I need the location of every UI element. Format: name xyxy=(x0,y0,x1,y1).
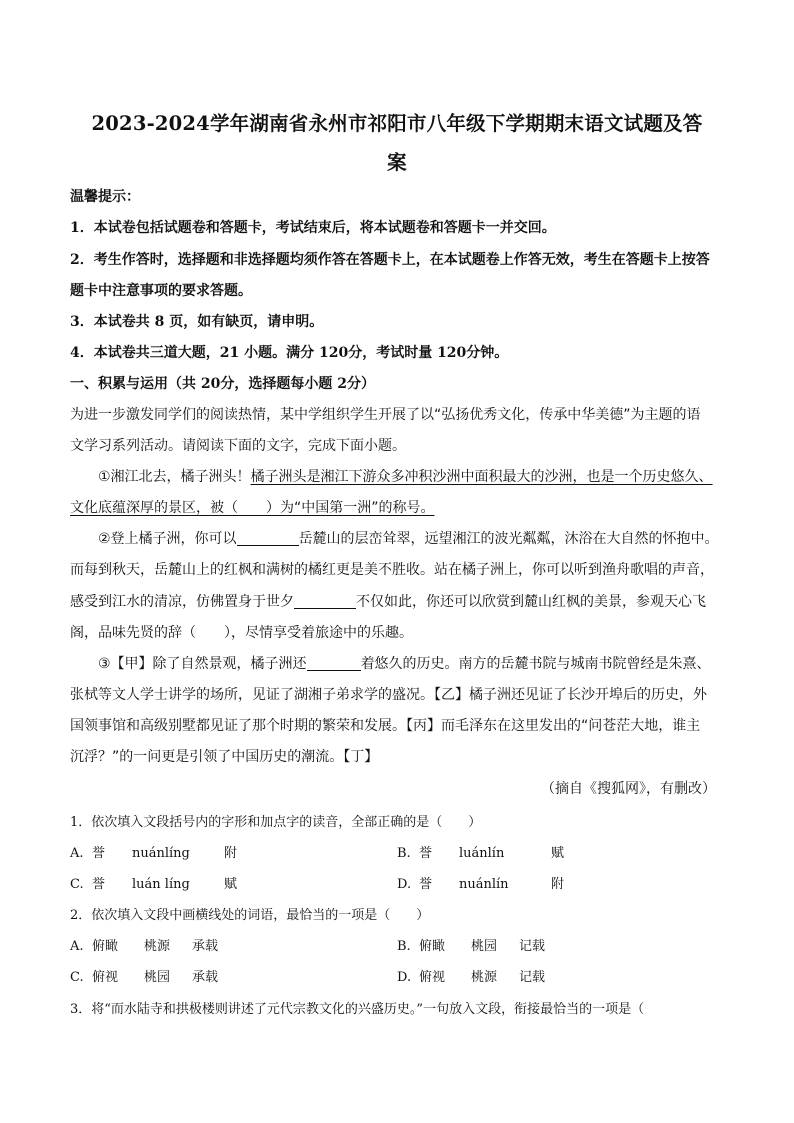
question-2-stem: 2．依次填入文段中画横线处的词语，最恰当的一项是（ ） xyxy=(70,908,430,923)
option-part: 承载 xyxy=(192,970,219,985)
fill-blank xyxy=(294,594,356,609)
q1-option-d[interactable] xyxy=(397,873,564,892)
option-label: B. xyxy=(397,846,411,861)
q2-option-a[interactable] xyxy=(70,935,218,954)
tip-item: 4．本试卷共三道大题，21 小题。满分 120分，考试时量 120分钟。 xyxy=(70,345,509,361)
text-segment: ③【甲】除了自然景观，橘子洲还 xyxy=(98,656,307,672)
option-label: A. xyxy=(70,939,84,954)
q1-option-c[interactable] xyxy=(70,873,237,892)
option-part: 誉 xyxy=(92,877,106,892)
option-label: C. xyxy=(70,877,84,892)
section-heading: 一、积累与运用（共 20分，选择题每小题 2分） xyxy=(70,376,375,392)
document-title-line-2: 案 xyxy=(387,151,407,174)
paragraph-1-line-1 xyxy=(98,466,713,486)
q1-option-b[interactable] xyxy=(397,842,564,861)
option-part: 桃园 xyxy=(471,939,498,954)
option-part: nuánlíng xyxy=(132,846,190,861)
option-part: 附 xyxy=(551,877,565,892)
tip-item: 题卡中注意事项的要求答题。 xyxy=(70,283,252,299)
text-segment: 感受到江水的清凉，仿佛置身于世夕 xyxy=(70,594,294,610)
underlined-sentence: 文化底蕴深厚的景区，被（ ）为“中国第一洲”的称号。 xyxy=(70,500,435,516)
option-part: 俯视 xyxy=(92,970,119,985)
intro-line: 文学习系列活动。请阅读下面的文字，完成下面小题。 xyxy=(70,438,406,454)
option-part: 俯瞰 xyxy=(92,939,119,954)
paragraph-3-line-3: 国领事馆和高级别墅都见证了那个时期的繁荣和发展。【丙】而毛泽东在这里发出的“问苍茫大地，谁主 xyxy=(70,718,701,734)
text-segment: 岳麓山的层峦耸翠，远望湘江的波光粼粼，沐浴在大自然的怀抱中。 xyxy=(298,531,719,547)
underlined-sentence: 橘子洲头是湘江下游众多冲积沙洲中面积最大的沙洲，也是一个历史悠久、 xyxy=(250,469,713,485)
option-part: 誉 xyxy=(92,846,106,861)
option-part: 誉 xyxy=(419,877,433,892)
option-part: 记载 xyxy=(519,970,546,985)
question-1-stem: 1．依次填入文段括号内的字形和加点字的读音，全部正确的是（ ） xyxy=(70,815,482,830)
text-segment: 不仅如此，你还可以欣赏到麓山红枫的美景，参观天心飞 xyxy=(356,594,706,610)
option-part: 承载 xyxy=(192,939,219,954)
intro-line: 为进一步激发同学们的阅读热情，某中学组织学生开展了以“弘扬优秀文化，传承中华美德”为主题的语 xyxy=(70,407,701,423)
tips-heading: 温馨提示： xyxy=(70,189,140,205)
option-part: 誉 xyxy=(419,846,433,861)
option-part: 俯视 xyxy=(419,970,446,985)
option-part: 桃源 xyxy=(471,970,498,985)
q2-option-d[interactable] xyxy=(397,966,545,985)
option-part: 桃园 xyxy=(144,970,171,985)
paragraph-1-lead: ①湘江北去，橘子洲头！ xyxy=(98,469,251,485)
paragraph-3-line-4: 沉浮？”的一问更是引领了中国历史的潮流。【丁】 xyxy=(70,749,379,765)
option-part: nuánlín xyxy=(459,877,509,892)
tip-item: 3．本试卷共 8 页，如有缺页，请申明。 xyxy=(70,314,324,330)
option-label: D. xyxy=(397,970,412,985)
q1-option-a[interactable] xyxy=(70,842,237,861)
paragraph-2-line-2: 而每到秋天，岳麓山上的红枫和满树的橘红更是美不胜收。站在橘子洲上，你可以听到渔舟歌唱的声音， xyxy=(70,562,714,578)
paragraph-1-line-2 xyxy=(70,497,435,517)
tip-item: 2．考生作答时，选择题和非选择题均须作答在答题卡上，在本试题卷上作答无效，考生在答题卡上按答 xyxy=(70,252,710,268)
option-part: 赋 xyxy=(551,846,565,861)
text-segment: 着悠久的历史。南方的岳麓书院与城南书院曾经是朱熹、 xyxy=(360,656,711,672)
document-title-line-1: 2023-2024学年湖南省永州市祁阳市八年级下学期期末语文试题及答 xyxy=(91,112,703,135)
paragraph-2-line-1 xyxy=(98,528,719,548)
paragraph-3-line-1 xyxy=(98,653,711,673)
paragraph-2-line-4: 阁，品味先贤的辞（ ），尽情享受着旅途中的乐趣。 xyxy=(70,625,413,641)
option-label: D. xyxy=(397,877,412,892)
tip-item: 1．本试卷包括试题卷和答题卡，考试结束后，将本试题卷和答题卡一并交回。 xyxy=(70,220,556,236)
option-label: C. xyxy=(70,970,84,985)
fill-blank xyxy=(237,531,299,546)
option-label: A. xyxy=(70,846,84,861)
option-part: luán líng xyxy=(132,877,190,892)
fill-blank xyxy=(307,656,361,671)
source-citation: （摘自《搜狐网》，有删改） xyxy=(541,781,716,797)
text-segment: ②登上橘子洲，你可以 xyxy=(98,531,237,547)
question-3-stem: 3．将“而水陆寺和拱极楼则讲述了元代宗教文化的兴盛历史。”一句放入文段，衔接最恰当的一项是（ xyxy=(70,1002,645,1017)
option-part: luánlín xyxy=(459,846,505,861)
q2-option-b[interactable] xyxy=(397,935,545,954)
option-part: 记载 xyxy=(519,939,546,954)
option-part: 桃源 xyxy=(144,939,171,954)
option-part: 赋 xyxy=(224,877,238,892)
paragraph-3-line-2: 张栻等文人学士讲学的场所，见证了湖湘子弟求学的盛况。【乙】橘子洲还见证了长沙开埠后的历史，外 xyxy=(70,687,707,703)
q2-option-c[interactable] xyxy=(70,966,218,985)
option-label: B. xyxy=(397,939,411,954)
option-part: 附 xyxy=(224,846,238,861)
option-part: 俯瞰 xyxy=(419,939,446,954)
paragraph-2-line-3 xyxy=(70,591,706,611)
